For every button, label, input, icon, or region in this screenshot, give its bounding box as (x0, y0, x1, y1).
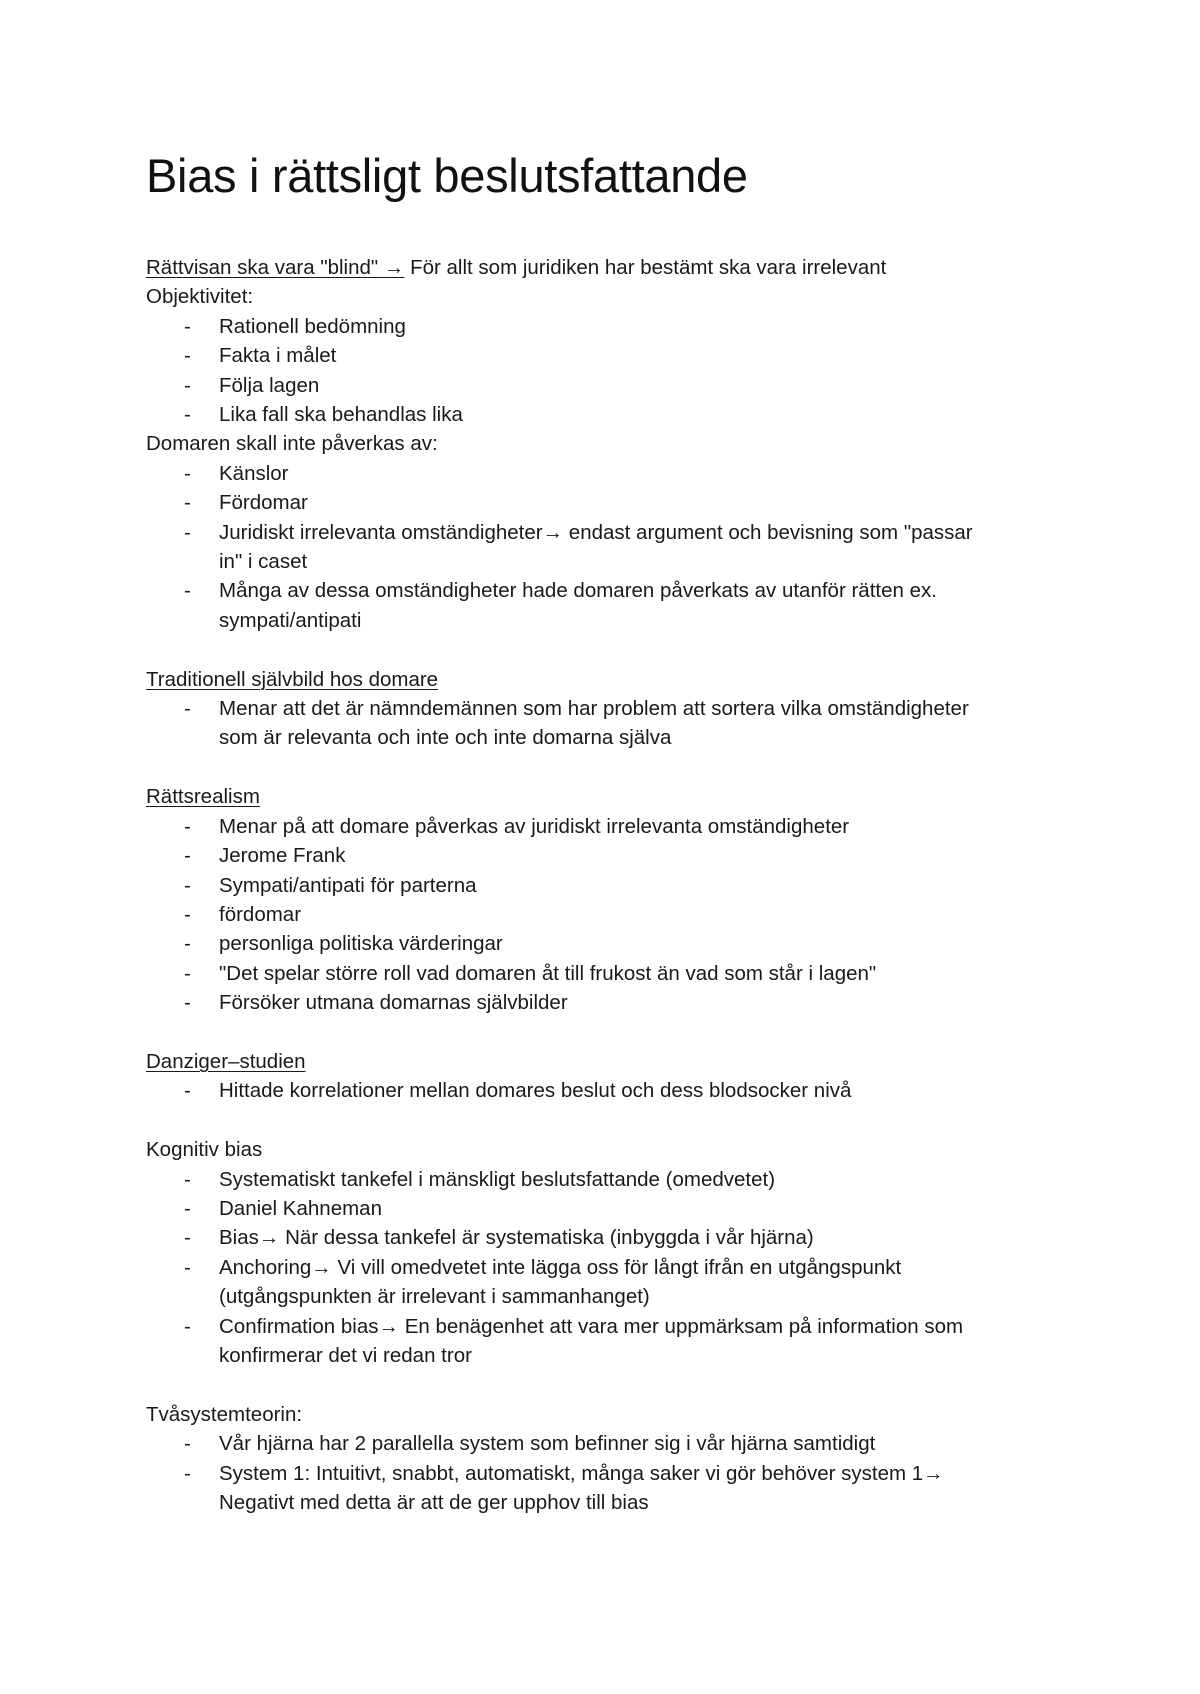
list-item (146, 900, 1066, 929)
bullet-dash: - (184, 873, 191, 897)
bullet-dash: - (184, 1314, 191, 1338)
list-item (146, 1194, 1066, 1223)
section-heading-tvasystem: Tvåsystemteorin: (146, 1402, 303, 1426)
list-paverkas (146, 459, 1066, 635)
section-heading-objektivitet: Objektivitet: (146, 285, 254, 309)
intro-underlined: Rättvisan ska vara "blind" → (146, 256, 405, 279)
list-item-text: Vår hjärna har 2 parallella system som befinner sig i vår hjärna samtidigt (219, 1432, 876, 1456)
section-heading-tradition: Traditionell självbild hos domare (146, 667, 439, 691)
bullet-dash: - (184, 491, 191, 515)
list-item (146, 400, 1066, 429)
bullet-dash: - (184, 344, 191, 368)
list-tvasystem (146, 1429, 1066, 1517)
list-rattsrealism (146, 812, 1066, 1018)
bullet-dash: - (184, 403, 191, 427)
list-item-text: Anchoring→ Vi vill omedvetet inte lägga oss för långt ifrån en utgångspunkt (219, 1255, 902, 1279)
document-content (146, 146, 1066, 1517)
list-item-text: Systematiskt tankefel i mänskligt beslutsfattande (omedvetet) (219, 1167, 776, 1191)
bullet-dash: - (184, 1226, 191, 1250)
list-item (146, 1223, 1066, 1252)
list-item-text: fördomar (219, 902, 302, 926)
bullet-dash: - (184, 314, 191, 338)
list-item-text: Känslor (219, 461, 289, 485)
list-item (146, 812, 1066, 841)
bullet-dash: - (184, 991, 191, 1015)
bullet-dash: - (184, 1461, 191, 1485)
list-item-text: System 1: Intuitivt, snabbt, automatiskt, många saker vi gör behöver system 1→ (219, 1461, 944, 1485)
list-item-text-continued: konfirmerar det vi redan tror (219, 1343, 472, 1367)
list-objektivitet (146, 312, 1066, 430)
list-item-text: Fördomar (219, 491, 308, 515)
list-item (146, 871, 1066, 900)
bullet-dash: - (184, 844, 191, 868)
bullet-dash: - (184, 1432, 191, 1456)
list-kognitiv (146, 1165, 1066, 1371)
list-item-text: Bias→ När dessa tankefel är systematiska (inbyggda i vår hjärna) (219, 1226, 814, 1250)
bullet-dash: - (184, 1196, 191, 1220)
list-item (146, 1459, 1066, 1518)
bullet-dash: - (184, 579, 191, 603)
list-item-text: Sympati/antipati för parterna (219, 873, 477, 897)
bullet-dash: - (184, 814, 191, 838)
list-item-text: Confirmation bias→ En benägenhet att vara mer uppmärksam på information som (219, 1314, 964, 1338)
list-item (146, 488, 1066, 517)
list-item (146, 694, 1066, 753)
list-item-text: "Det spelar större roll vad domaren åt till frukost än vad som står i lagen" (219, 961, 877, 985)
list-danziger (146, 1076, 1066, 1105)
list-tradition (146, 694, 1066, 753)
bullet-dash: - (184, 520, 191, 544)
list-item-text: Rationell bedömning (219, 314, 406, 338)
section-heading-danziger: Danziger–studien (146, 1049, 306, 1073)
list-item (146, 312, 1066, 341)
list-item-text-continued: sympati/antipati (219, 608, 362, 632)
spacer (146, 1370, 1066, 1399)
list-item (146, 988, 1066, 1017)
list-item-text: Hittade korrelationer mellan domares beslut och dess blodsocker nivå (219, 1079, 852, 1103)
section-heading-paverkas: Domaren skall inte påverkas av: (146, 432, 438, 456)
list-item-text: Lika fall ska behandlas lika (219, 403, 463, 427)
section-heading-rattsrealism: Rättsrealism (146, 785, 260, 809)
list-item-text: personliga politiska värderingar (219, 932, 503, 956)
list-item-text: Många av dessa omständigheter hade domaren påverkats av utanför rätten ex. (219, 579, 937, 603)
list-item (146, 959, 1066, 988)
list-item (146, 518, 1066, 577)
intro-line (146, 253, 1066, 282)
intro-rest: För allt som juridiken har bestämt ska vara irrelevant (404, 256, 887, 279)
bullet-dash: - (184, 961, 191, 985)
section-heading-kognitiv: Kognitiv bias (146, 1138, 263, 1162)
document-body (146, 253, 1066, 1517)
list-item (146, 929, 1066, 958)
list-item-text: Följa lagen (219, 373, 320, 397)
spacer (146, 635, 1066, 664)
bullet-dash: - (184, 1079, 191, 1103)
list-item-text-continued: Negativt med detta är att de ger upphov till bias (219, 1490, 649, 1514)
list-item-text: Menar på att domare påverkas av juridiskt irrelevanta omständigheter (219, 814, 850, 838)
list-item (146, 841, 1066, 870)
bullet-dash: - (184, 1255, 191, 1279)
list-item-text: Fakta i målet (219, 344, 337, 368)
spacer (146, 1018, 1066, 1047)
bullet-dash: - (184, 1167, 191, 1191)
list-item-text-continued: (utgångspunkten är irrelevant i sammanhanget) (219, 1285, 650, 1309)
list-item (146, 459, 1066, 488)
list-item-text-continued: in" i caset (219, 550, 308, 574)
list-item (146, 1253, 1066, 1312)
list-item-text-continued: som är relevanta och inte och inte domarna själva (219, 726, 672, 750)
list-item-text: Juridiskt irrelevanta omständigheter→ endast argument och bevisning som "passar (219, 520, 973, 544)
list-item (146, 1076, 1066, 1105)
list-item (146, 1165, 1066, 1194)
bullet-dash: - (184, 697, 191, 721)
list-item (146, 371, 1066, 400)
list-item (146, 341, 1066, 370)
list-item (146, 1429, 1066, 1458)
document-title: Bias i rättsligt beslutsfattande (146, 149, 748, 202)
spacer (146, 753, 1066, 782)
bullet-dash: - (184, 902, 191, 926)
spacer (146, 1106, 1066, 1135)
bullet-dash: - (184, 932, 191, 956)
list-item (146, 1312, 1066, 1371)
list-item-text: Jerome Frank (219, 844, 346, 868)
list-item-text: Daniel Kahneman (219, 1196, 382, 1220)
list-item-text: Menar att det är nämndemännen som har problem att sortera vilka omständigheter (219, 697, 969, 721)
list-item (146, 576, 1066, 635)
bullet-dash: - (184, 461, 191, 485)
list-item-text: Försöker utmana domarnas självbilder (219, 991, 568, 1015)
bullet-dash: - (184, 373, 191, 397)
